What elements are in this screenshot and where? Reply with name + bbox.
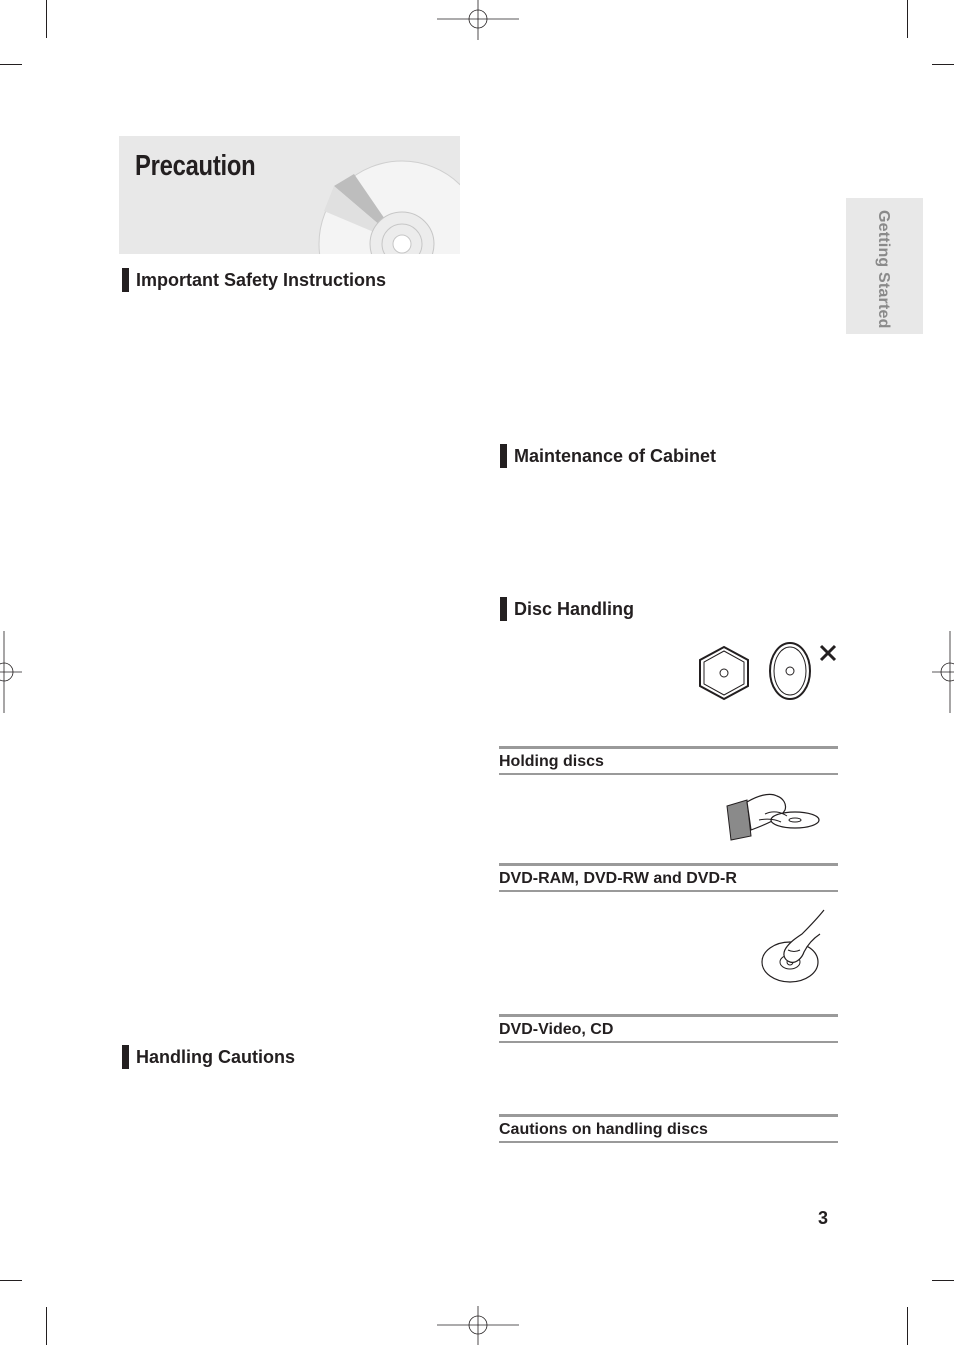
registration-mark-bottom (437, 1306, 519, 1345)
subheading-holding-discs: Holding discs (499, 746, 838, 775)
section-maintenance: Maintenance of Cabinet (500, 444, 716, 468)
title-banner (119, 136, 460, 254)
crop-mark (0, 64, 22, 65)
registration-mark-top (437, 0, 519, 40)
subheading-cautions-discs: Cautions on handling discs (499, 1114, 838, 1143)
hexagon-disc-icon (697, 645, 751, 701)
hand-holding-disc-icon (725, 790, 821, 842)
registration-mark-left (0, 631, 22, 713)
crop-mark (46, 0, 47, 38)
subheading-dvd-video: DVD-Video, CD (499, 1014, 838, 1043)
crop-mark (932, 1280, 954, 1281)
crop-mark (46, 1307, 47, 1345)
crop-mark (0, 1280, 22, 1281)
side-tab (846, 198, 923, 334)
subheading-dvd-ram: DVD-RAM, DVD-RW and DVD-R (499, 863, 838, 892)
cross-icon (818, 643, 838, 663)
side-tab-label: Getting Started (875, 210, 892, 329)
registration-mark-right (932, 631, 954, 713)
crop-mark (932, 64, 954, 65)
disc-icon (314, 156, 460, 254)
page-number: 3 (818, 1208, 829, 1228)
section-handling-cautions: Handling Cautions (122, 1045, 295, 1069)
oval-disc-icon (767, 641, 813, 701)
crop-mark (907, 0, 908, 38)
section-important-safety: Important Safety Instructions (122, 268, 386, 292)
page-title: Precaution (135, 150, 256, 182)
hand-cleaning-disc-icon (760, 908, 830, 986)
section-disc-handling: Disc Handling (500, 597, 634, 621)
crop-mark (907, 1307, 908, 1345)
